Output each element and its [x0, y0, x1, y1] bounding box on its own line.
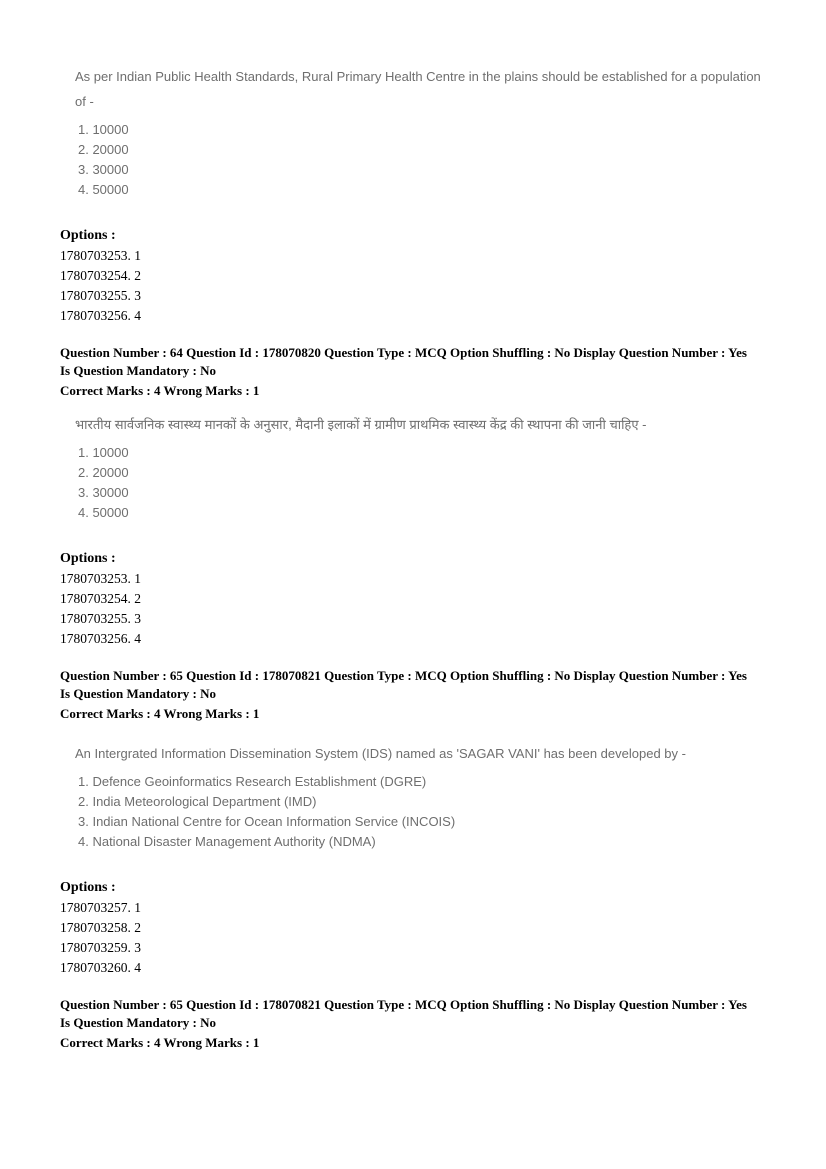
choice-line: 4. 50000 — [78, 505, 129, 520]
choice-line: 1. Defence Geoinformatics Research Establishment (DGRE) — [78, 774, 427, 789]
options-id-block-2 — [60, 549, 776, 649]
choice-line: 3. 30000 — [78, 162, 129, 177]
question-64-hindi-body — [75, 412, 776, 523]
option-id-line: 1780703254. 2 — [60, 591, 141, 606]
options-heading: Options : — [60, 228, 116, 243]
question-choices — [75, 443, 776, 523]
choice-line: 4. National Disaster Management Authority (NDMA) — [78, 834, 376, 849]
options-heading: Options : — [60, 880, 116, 895]
question-text: An Intergrated Information Dissemination System (IDS) named as 'SAGAR VANI' has been developed by - — [75, 746, 686, 761]
option-id-line: 1780703256. 4 — [60, 308, 141, 323]
meta-info-line: Is Question Mandatory : No — [60, 686, 217, 701]
choice-line: 4. 50000 — [78, 182, 129, 197]
meta-info-line: Question Number : 65 Question Id : 178070821 Question Type : MCQ Option Shuffling : No Display Question Number : Yes — [60, 668, 747, 683]
choice-line: 2. 20000 — [78, 142, 129, 157]
meta-marks-line: Correct Marks : 4 Wrong Marks : 1 — [60, 383, 260, 398]
choice-line: 1. 10000 — [78, 122, 129, 137]
choice-line: 3. 30000 — [78, 485, 129, 500]
question-65-metadata-repeat — [60, 996, 776, 1052]
options-id-block-1 — [60, 226, 776, 326]
option-id-line: 1780703254. 2 — [60, 268, 141, 283]
question-choices — [75, 120, 776, 200]
option-id-line: 1780703255. 3 — [60, 611, 141, 626]
question-64-metadata — [60, 344, 776, 400]
option-id-line: 1780703253. 1 — [60, 248, 141, 263]
question-text: As per Indian Public Health Standards, Rural Primary Health Centre in the plains should be established for a population of - — [75, 69, 761, 109]
choice-line: 1. 10000 — [78, 445, 129, 460]
option-id-line: 1780703256. 4 — [60, 631, 141, 646]
question-text: भारतीय सार्वजनिक स्वास्थ्य मानकों के अनुसार, मैदानी इलाकों में ग्रामीण प्राथमिक स्वास्थ्य केंद्र की स्थापना की जानी चाहिए - — [75, 417, 647, 432]
meta-marks-line: Correct Marks : 4 Wrong Marks : 1 — [60, 706, 260, 721]
choice-line: 3. Indian National Centre for Ocean Information Service (INCOIS) — [78, 814, 456, 829]
question-choices — [75, 772, 776, 852]
meta-info-line: Question Number : 65 Question Id : 178070821 Question Type : MCQ Option Shuffling : No Display Question Number : Yes — [60, 997, 747, 1012]
options-heading: Options : — [60, 551, 116, 566]
meta-marks-line: Correct Marks : 4 Wrong Marks : 1 — [60, 1035, 260, 1050]
question-65-metadata — [60, 667, 776, 723]
choice-line: 2. India Meteorological Department (IMD) — [78, 794, 317, 809]
option-id-line: 1780703259. 3 — [60, 940, 141, 955]
option-id-line: 1780703257. 1 — [60, 900, 141, 915]
question-65-english-body — [75, 741, 776, 852]
meta-info-line: Is Question Mandatory : No — [60, 1015, 217, 1030]
option-id-line: 1780703255. 3 — [60, 288, 141, 303]
meta-info-line: Is Question Mandatory : No — [60, 363, 217, 378]
question-64-english-body — [75, 64, 776, 200]
choice-line: 2. 20000 — [78, 465, 129, 480]
option-id-line: 1780703260. 4 — [60, 960, 141, 975]
options-id-block-3 — [60, 878, 776, 978]
option-id-line: 1780703253. 1 — [60, 571, 141, 586]
meta-info-line: Question Number : 64 Question Id : 178070820 Question Type : MCQ Option Shuffling : No Display Question Number : Yes — [60, 345, 747, 360]
option-id-line: 1780703258. 2 — [60, 920, 141, 935]
